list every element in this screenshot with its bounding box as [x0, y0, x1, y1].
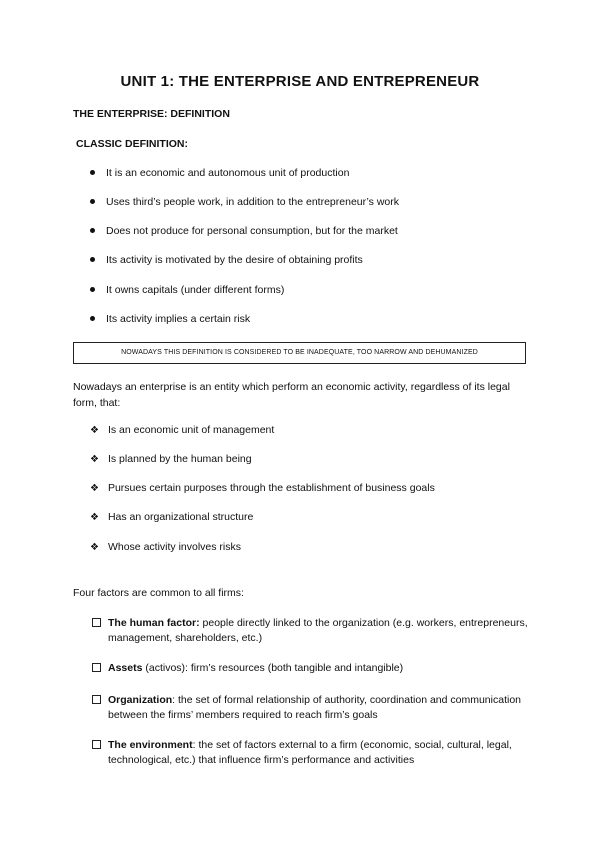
diamond-bullet-icon: ❖: [90, 483, 99, 494]
list-item: [90, 225, 398, 237]
factor-text: [108, 661, 532, 676]
factor-text: [108, 616, 532, 646]
diamond-bullet-icon: ❖: [90, 512, 99, 523]
list-item-text: Its activity implies a certain risk: [106, 313, 251, 325]
checkbox-icon: [92, 695, 101, 704]
list-item-text: Pursues certain purposes through the establishment of business goals: [107, 482, 435, 494]
factor-description: people directly linked to the organization (e.g. workers, entrepreneurs, management, shareholders, etc.): [108, 617, 528, 644]
checkbox-icon: [92, 740, 101, 749]
factor-description: : the set of formal relationship of authority, coordination and communication between the firms’ members required to reach firm’s goals: [108, 694, 521, 721]
diamond-bullet-icon: ❖: [90, 454, 99, 465]
factor-item-environment: [92, 738, 532, 768]
list-item: [90, 284, 284, 296]
list-item: [90, 541, 241, 553]
list-item: [90, 453, 252, 465]
list-item: [90, 482, 435, 494]
checkbox-icon: [92, 663, 101, 672]
bullet-icon: [90, 199, 95, 204]
list-item: [90, 254, 363, 266]
list-item-text: Its activity is motivated by the desire of obtaining profits: [106, 254, 363, 266]
factor-description: : the set of factors external to a firm (economic, social, cultural, legal, technological, etc.) that influence firm’s performance and activities: [108, 739, 512, 766]
bullet-icon: [90, 316, 95, 321]
page-title: UNIT 1: THE ENTERPRISE AND ENTREPRENEUR: [120, 73, 480, 90]
diamond-bullet-icon: ❖: [90, 542, 99, 553]
bullet-icon: [90, 287, 95, 292]
factor-text: [108, 693, 532, 723]
section-heading: THE ENTERPRISE: DEFINITION: [73, 108, 230, 120]
list-item: [90, 424, 274, 436]
definition-note-box: NOWADAYS THIS DEFINITION IS CONSIDERED TO BE INADEQUATE, TOO NARROW AND DEHUMANIZED: [73, 342, 526, 364]
list-item: [90, 313, 250, 325]
list-item: [90, 196, 399, 208]
factor-text: [108, 738, 532, 768]
list-item-text: Is planned by the human being: [107, 453, 252, 465]
list-item-text: It is an economic and autonomous unit of production: [106, 167, 350, 179]
factor-term: The human factor:: [108, 617, 200, 629]
list-item-text: Uses third’s people work, in addition to the entrepreneur’s work: [106, 196, 399, 208]
diamond-bullet-icon: ❖: [90, 425, 99, 436]
modern-intro-paragraph: Nowadays an enterprise is an entity which perform an economic activity, regardless of its legal form, that:: [73, 381, 510, 409]
factor-term: Assets: [108, 662, 143, 674]
factor-item-assets: [92, 661, 532, 676]
list-item: [90, 511, 253, 523]
list-item-text: Does not produce for personal consumption, but for the market: [106, 225, 398, 237]
list-item-text: Whose activity involves risks: [107, 541, 242, 553]
factors-intro-paragraph: Four factors are common to all firms:: [73, 587, 244, 599]
list-item-text: Is an economic unit of management: [107, 424, 275, 436]
factor-description: (activos): firm’s resources (both tangible and intangible): [142, 662, 404, 674]
factor-term: Organization: [108, 694, 173, 706]
bullet-icon: [90, 228, 95, 233]
bullet-icon: [90, 257, 95, 262]
list-item-text: Has an organizational structure: [107, 511, 254, 523]
checkbox-icon: [92, 618, 101, 627]
bullet-icon: [90, 170, 95, 175]
factor-item-organization: [92, 693, 532, 723]
list-item-text: It owns capitals (under different forms): [106, 284, 285, 296]
factor-item-human: [92, 616, 532, 646]
sub-heading: CLASSIC DEFINITION:: [76, 138, 188, 150]
factor-term: The environment: [108, 739, 193, 751]
list-item: [90, 167, 349, 179]
